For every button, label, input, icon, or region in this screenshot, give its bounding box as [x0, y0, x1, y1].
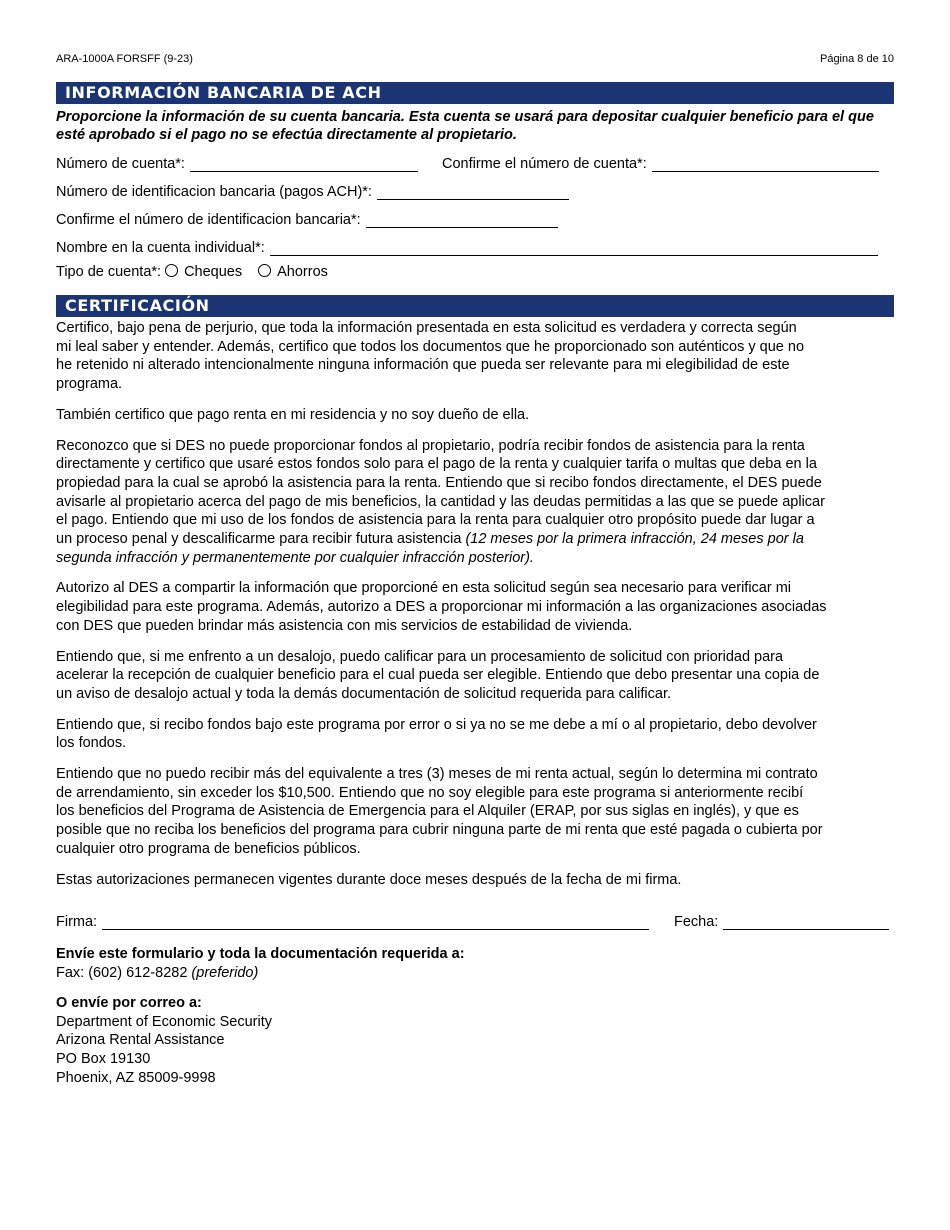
account-name-field: [56, 239, 878, 256]
address-line-4: Phoenix, AZ 85009-9998: [56, 1069, 216, 1086]
routing-field: [56, 183, 569, 200]
ach-section-header: INFORMACIÓN BANCARIA DE ACH: [56, 82, 894, 104]
send-instructions: [56, 945, 465, 982]
account-type-field: [56, 264, 338, 280]
signature-label: Firma:: [56, 914, 98, 930]
date-field: [674, 913, 889, 930]
cert-paragraph-4: Autorizo al DES a compartir la información que proporcioné en esta solicitud según sea necesario para verificar mi elegibilidad para este programa. Además, autorizo a DES a proporcionar mi información a las organizaciones asociadas con DES que pueden brindar más asistencia con mis servicios de estabilidad de vivienda.: [56, 580, 827, 634]
cert-body: [56, 319, 894, 901]
date-label: Fecha:: [674, 914, 719, 930]
account-type-label: Tipo de cuenta*:: [56, 264, 162, 280]
mailing-address: [56, 994, 272, 1088]
cert-paragraph-3-italic: (12 meses por la primera infracción, 24 meses por la segunda infracción y permanentemente por cualquier infracción posterior).: [56, 531, 804, 566]
confirm-account-input[interactable]: [652, 155, 879, 172]
page-number: Página 8 de 10: [819, 53, 894, 65]
cert-paragraph-3: [56, 437, 894, 568]
confirm-routing-input[interactable]: [366, 211, 558, 228]
checking-radio[interactable]: [165, 264, 178, 277]
account-name-label: Nombre en la cuenta individual*:: [56, 240, 265, 256]
fax-number: Fax: (602) 612-8282: [56, 964, 192, 981]
account-number-field: [56, 155, 418, 172]
confirm-account-label: Confirme el número de cuenta*:: [442, 156, 647, 172]
address-line-3: PO Box 19130: [56, 1051, 151, 1068]
routing-input[interactable]: [377, 183, 569, 200]
checking-label: Cheques: [184, 264, 243, 280]
confirm-account-field: [442, 155, 879, 172]
cert-section-header: CERTIFICACIÓN: [56, 295, 894, 317]
savings-label: Ahorros: [277, 264, 328, 280]
routing-label: Número de identificacion bancaria (pagos ACH)*:: [56, 184, 372, 200]
signature-field: [56, 913, 649, 930]
confirm-routing-label: Confirme el número de identificacion bancaria*:: [56, 212, 361, 228]
account-number-label: Número de cuenta*:: [56, 156, 185, 172]
cert-paragraph-3-text: Reconozco que si DES no puede proporcionar fondos al propietario, podría recibir fondos de asistencia para la renta directamente y certifico que usaré estos fondos solo para el pago de la renta y cualquier tarifa o multas que deba en la propiedad para la cual se aprobó la asistencia para la renta. Entiendo que si recibo fondos directamente, el DES puede avisarle al propietario acerca del pago de mis beneficios, la cantidad y las deudas permitidas a las que se puede aplicar el pago. Entiendo que mi uso de los fondos de asistencia para la renta para cualquier otro propósito puede dar lugar a un proceso penal y descalificarme para recibir futura asistencia: [56, 437, 825, 548]
date-input[interactable]: [723, 913, 889, 930]
ach-intro: Proporcione la información de su cuenta bancaria. Esta cuenta se usará para depositar cualquier beneficio para el que esté aprobado si el pago no se efectúa directamente al propietario.: [56, 109, 874, 143]
checking-option[interactable]: [161, 264, 242, 280]
address-line-2: Arizona Rental Assistance: [56, 1032, 225, 1049]
savings-option[interactable]: [252, 264, 328, 280]
fax-note: (preferido): [191, 964, 259, 981]
signature-input[interactable]: [102, 913, 649, 930]
send-heading: Envíe este formulario y toda la documentación requerida a:: [56, 946, 465, 962]
form-id: ARA-1000A FORSFF (9-23): [56, 53, 193, 65]
cert-paragraph-7: Entiendo que no puedo recibir más del equivalente a tres (3) meses de mi renta actual, según lo determina mi contrato de arrendamiento, sin exceder los $10,500. Entiendo que no soy elegible para este programa si anteriormente recibí los beneficios del Programa de Asistencia de Emergencia para el Alquiler (ERAP, por sus siglas en inglés), y que es posible que no reciba los beneficios del programa para cubrir ninguna parte de mi renta que esté pagada o cubierta por cualquier otro programa de beneficios públicos.: [56, 766, 823, 857]
cert-paragraph-5: Entiendo que, si me enfrento a un desalojo, puedo calificar para un procesamiento de solicitud con prioridad para acelerar la recepción de cualquier beneficio para el cual pueda ser elegible. Entiendo que debo presentar una copia de un aviso de desalojo actual y toda la demás documentación de solicitud requerida para calificar.: [56, 648, 820, 702]
fax-line: [56, 964, 465, 983]
account-name-input[interactable]: [270, 239, 878, 256]
confirm-routing-field: [56, 211, 558, 228]
savings-radio[interactable]: [258, 264, 271, 277]
cert-paragraph-1: Certifico, bajo pena de perjurio, que toda la información presentada en esta solicitud es verdadera y correcta según mi leal saber y entender. Además, certifico que todos los documentos que he proporcionado son auténticos y que no he retenido ni alterado intencionalmente ninguna información que pueda ser relevante para mi elegibilidad de este programa.: [56, 320, 805, 393]
account-number-input[interactable]: [190, 155, 418, 172]
address-line-1: Department of Economic Security: [56, 1013, 272, 1030]
mail-heading: O envíe por correo a:: [56, 995, 202, 1011]
cert-paragraph-2: También certifico que pago renta en mi residencia y no soy dueño de ella.: [56, 406, 530, 423]
cert-paragraph-6: Entiendo que, si recibo fondos bajo este programa por error o si ya no se me debe a mí o al propietario, debo devolver los fondos.: [56, 716, 817, 752]
cert-paragraph-8: Estas autorizaciones permanecen vigentes durante doce meses después de la fecha de mi firma.: [56, 871, 682, 888]
